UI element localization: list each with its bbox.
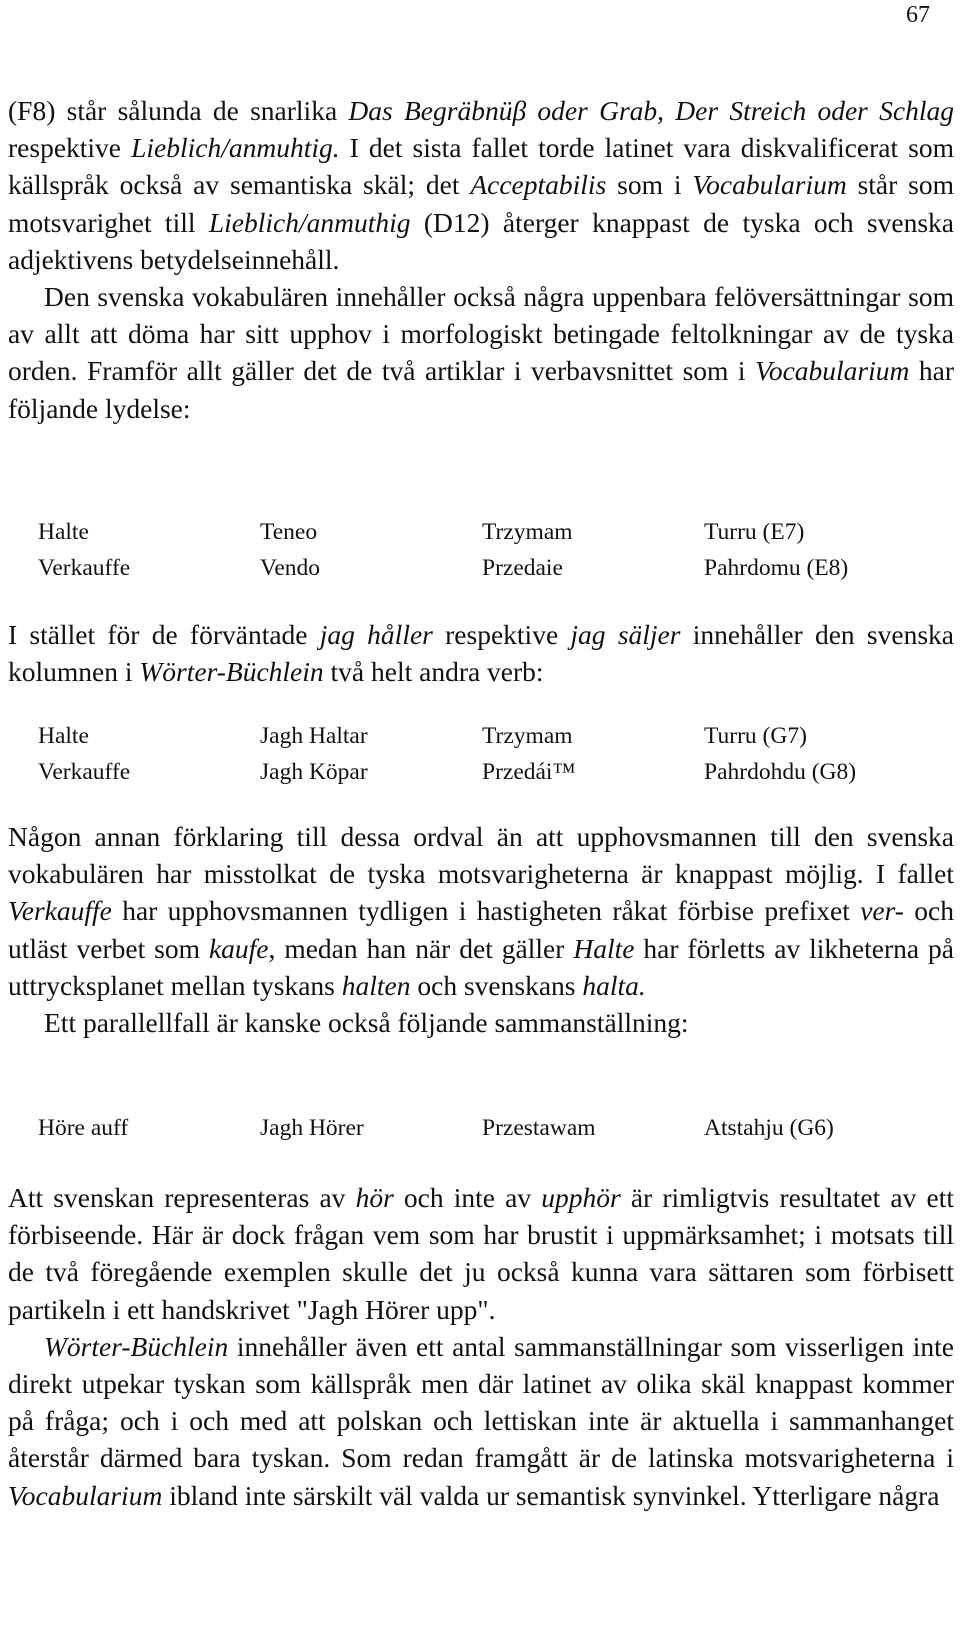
italic-run: Acceptabilis: [470, 169, 607, 201]
text-run: (F8) står sålunda de snarlika: [8, 95, 349, 126]
italic-run: upphör: [541, 1182, 621, 1213]
example-table-2: [38, 718, 924, 790]
text-run: , medan han när det gäller: [268, 932, 574, 964]
text-run: är rimligtvis resultatet av ett förbiseende. Här är dock frågan vem som har brustit i uppmärksamhet; i motsats till de två föregående exemplen skulle det ju också kunna vara sättaren som förbisett partikeln i ett handskrivet "Jagh Hörer upp".: [8, 1182, 955, 1325]
paragraph-1: [8, 92, 954, 427]
text-run: som i: [606, 169, 693, 201]
text-run: innehåller även ett antal sammanställningar som visserligen inte direkt utpekar tyskan som källspråk men där latinet av olika skäl knappast kommer på fråga; och i och med att polskan och lettiskan inte är aktuella i sammanhanget återstår därmed bara tyskan. Som redan framgått är de latinska motsvarigheterna i: [8, 1330, 954, 1474]
table-row: [38, 1110, 924, 1146]
italic-run: Halte: [573, 932, 635, 964]
paragraph-4: [8, 818, 954, 1041]
text-run: och utläst verbet som: [8, 895, 954, 964]
table-cell: Trzymam: [482, 518, 573, 545]
table-cell: Przedaie: [482, 554, 563, 581]
text-run: två helt andra verb:: [323, 656, 544, 688]
italic-run: Lieblich/anmuhtig.: [131, 132, 340, 164]
table-cell: Atstahju (G6): [704, 1114, 834, 1141]
italic-run: Vocabularium: [8, 1479, 163, 1511]
text-run: respektive: [8, 132, 132, 164]
italic-run: Das Begräbnüβ oder Grab, Der Streich oder Schlag: [348, 95, 955, 126]
table-cell: Höre auff: [38, 1114, 129, 1141]
text-run: Någon annan förklaring till dessa ordval än att upphovsmannen till den svenska vokabulären har misstolkat de tyska motsvarigheterna är knappast möjlig. I fallet: [8, 821, 954, 890]
italic-run: halta.: [582, 969, 646, 1001]
italic-run: jag säljer: [570, 619, 681, 650]
example-table-3: [38, 1110, 924, 1146]
italic-run: jag håller: [319, 619, 433, 650]
italic-run: Vocabularium: [692, 169, 847, 201]
table-cell: Verkauffe: [38, 554, 131, 581]
table-cell: Pahrdohdu (G8): [704, 758, 857, 785]
table-cell: Verkauffe: [38, 758, 131, 785]
paragraph-text: [8, 278, 954, 427]
text-run: I det sista fallet torde latinet vara diskvalificerat som källspråk också av semantiska skäl; det: [8, 132, 954, 201]
text-run: har upphovsmannen tydligen i hastigheten råkat förbise prefixet: [111, 895, 861, 927]
table-cell: Przestawam: [482, 1114, 596, 1141]
paragraph-text: [8, 616, 954, 690]
italic-run: ver-: [860, 895, 904, 927]
table-row: [38, 718, 924, 754]
table-cell: Teneo: [260, 518, 318, 545]
text-run: Den svenska vokabulären innehåller också några uppenbara felöversättningar som av allt att döma har sitt upphov i morfologiskt betingade feltolkningar av de tyska orden. Framför allt gäller det de två artiklar i verbavsnittet som i: [8, 281, 954, 387]
text-run: och inte av: [393, 1182, 542, 1213]
italic-run: hör: [355, 1182, 394, 1213]
text-run: I stället för de förväntade: [8, 619, 320, 650]
italic-run: kaufe: [208, 932, 269, 964]
paragraph-text: [8, 1328, 954, 1514]
table-row: [38, 550, 924, 586]
table-cell: Vendo: [260, 554, 321, 581]
table-cell: Turru (E7): [704, 518, 805, 545]
text-run: har följande lydelse:: [8, 355, 954, 424]
text-run: Ett parallellfall är kanske också följande sammanställning:: [44, 1007, 689, 1039]
paragraph-text: [8, 1004, 954, 1041]
table-cell: Jagh Hörer: [260, 1114, 364, 1141]
paragraph-text: [8, 818, 954, 1004]
table-cell: Halte: [38, 518, 89, 545]
italic-run: Lieblich/anmuthig: [208, 206, 411, 238]
table-row: [38, 514, 924, 550]
italic-run: Wörter-Büchlein: [139, 656, 324, 688]
paragraph-text: [8, 1179, 954, 1328]
table-cell: Jagh Haltar: [260, 722, 368, 749]
text-run: (D12) återger knappast de tyska och svenska adjektivens betydelseinnehåll.: [8, 206, 954, 275]
italic-run: Verkauffe: [8, 895, 112, 927]
paragraph-6: [8, 1179, 954, 1514]
italic-run: halten: [341, 969, 411, 1001]
italic-run: Wörter-Büchlein: [44, 1330, 229, 1362]
example-table-1: [38, 514, 924, 586]
page-number: 67: [906, 2, 930, 28]
text-run: Att svenskan representeras av: [8, 1182, 356, 1213]
table-cell: Halte: [38, 722, 89, 749]
table-cell: Trzymam: [482, 722, 573, 749]
text-run: innehåller den svenska kolumnen i: [8, 619, 955, 688]
text-run: ibland inte särskilt väl valda ur semantisk synvinkel. Ytterligare några: [162, 1479, 940, 1511]
table-cell: Turru (G7): [704, 722, 807, 749]
paragraph-text: [8, 92, 954, 278]
text-run: respektive: [432, 619, 571, 650]
paragraph-3: [8, 616, 954, 690]
table-cell: Pahrdomu (E8): [704, 554, 849, 581]
table-row: [38, 754, 924, 790]
table-cell: Jagh Köpar: [260, 758, 368, 785]
text-run: har förletts av likheterna på uttrycksplanet mellan tyskans: [8, 932, 954, 1001]
italic-run: Vocabularium: [755, 355, 910, 387]
text-run: och svenskans: [410, 969, 583, 1001]
table-cell: Przedái™: [482, 758, 576, 785]
text-run: står som motsvarighet till: [8, 169, 954, 238]
